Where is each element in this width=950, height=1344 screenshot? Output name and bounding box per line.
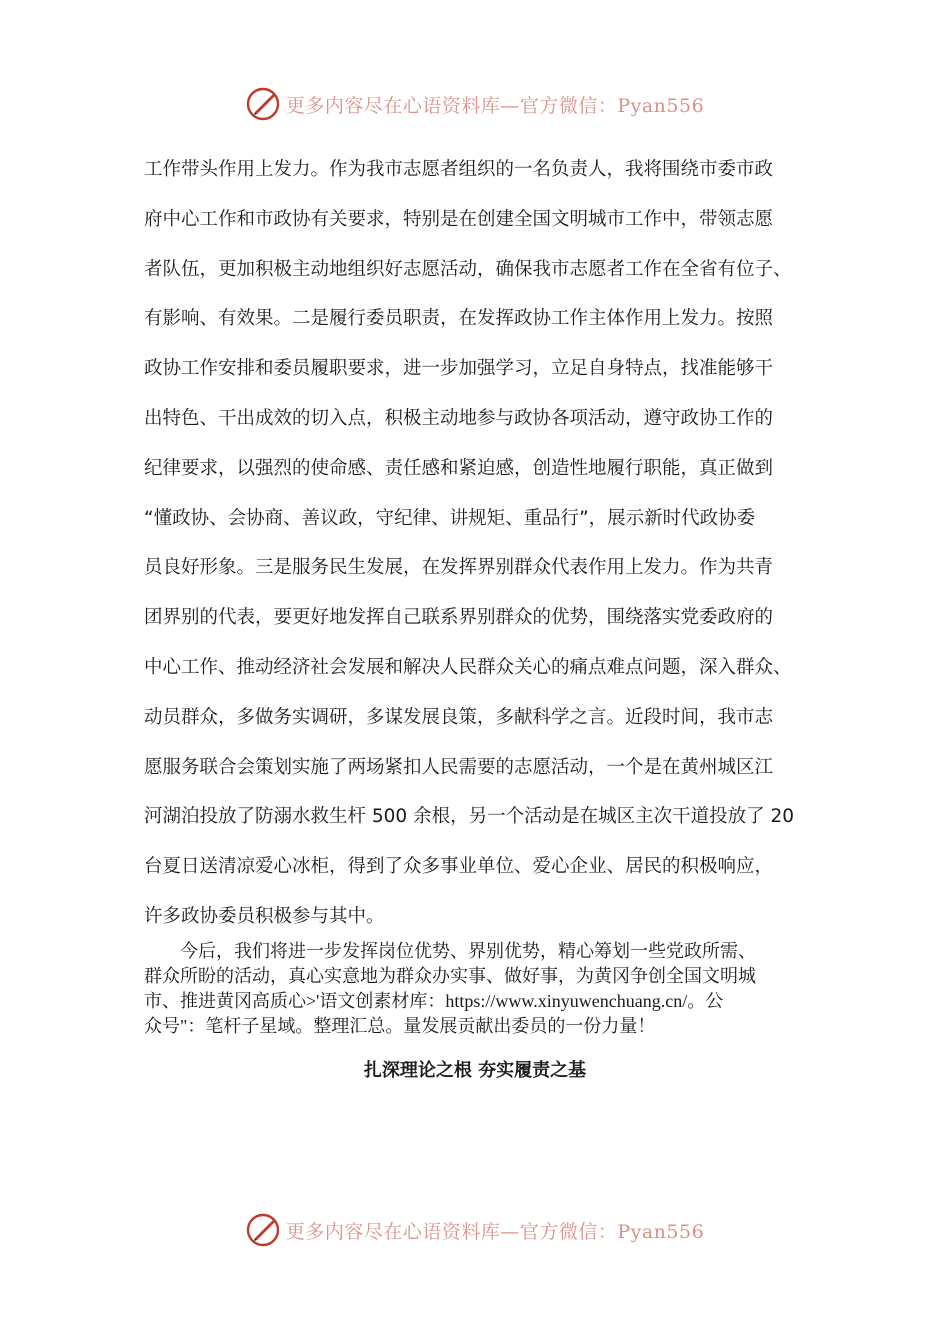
closing-paragraph (144, 939, 814, 1039)
text-line: 愿服务联合会策划实施了两场紧扣人民需要的志愿活动，一个是在黄州城区江 (144, 756, 774, 778)
text-line: 许多政协委员积极参与其中。 (144, 905, 385, 927)
text-line: 政协工作安排和委员履职要求，进一步加强学习，立足自身特点，找准能够干 (144, 358, 774, 380)
text-line: 有影响、有效果。二是履行委员职责，在发挥政协工作主体作用上发力。按照 (144, 308, 774, 330)
paragraph-line: 群众所盼的活动，真心实意地为群众办实事、做好事，为黄冈争创全国文明城 (144, 966, 756, 986)
text-line: 团界别的代表，要更好地发挥自己联系界别群众的优势，围绕落实党委政府的 (144, 607, 774, 629)
text-line: 员良好形象。三是服务民生发展，在发挥界别群众代表作用上发力。作为共青 (144, 557, 774, 579)
footer-banner[interactable] (0, 1210, 950, 1250)
quill-pen-icon (246, 87, 280, 121)
quill-pen-icon (246, 1213, 280, 1247)
text-line: “懂政协、会协商、善议政，守纪律、讲规矩、重品行”，展示新时代政协委 (144, 507, 756, 529)
text-line: 工作带头作用上发力。作为我市志愿者组织的一名负责人，我将围绕市委市政 (144, 159, 774, 180)
body-text (144, 145, 824, 942)
header-banner-text: 更多内容尽在心语资料库—官方微信：Pyan556 (285, 94, 705, 117)
text-line: 河湖泊投放了防溺水救生杆 500 余根，另一个活动是在城区主次干道投放了 20 (144, 806, 794, 828)
paragraph-line: 今后，我们将进一步发挥岗位优势、界别优势，精心筹划一些党政所需、 (144, 941, 756, 961)
footer-banner-text: 更多内容尽在心语资料库—官方微信：Pyan556 (285, 1220, 705, 1243)
text-line: 纪律要求，以强烈的使命感、责任感和紧迫感，创造性地履行职能，真正做到 (144, 457, 774, 479)
text-line: 中心工作、推动经济社会发展和解决人民群众关心的痛点难点问题，深入群众、 (144, 656, 792, 678)
text-line: 者队伍，更加积极主动地组织好志愿活动，确保我市志愿者工作在全省有位子、 (144, 258, 792, 280)
paragraph-line: 市、推进黄冈高质心>'语文创素材库：https://www.xinyuwenchuang.cn/。公 (144, 991, 724, 1011)
header-banner[interactable] (0, 84, 950, 124)
text-line: 府中心工作和市政协有关要求，特别是在创建全国文明城市工作中，带领志愿 (144, 208, 774, 230)
text-line: 出特色、干出成效的切入点，积极主动地参与政协各项活动，遵守政协工作的 (144, 407, 774, 429)
text-line: 动员群众，多做务实调研，多谋发展良策，多献科学之言。近段时间，我市志 (144, 706, 774, 728)
paragraph-line: 众号"：笔杆子星域。整理汇总。量发展贡献出委员的一份力量！ (144, 1016, 656, 1036)
text-line: 台夏日送清凉爱心冰柜，得到了众多事业单位、爱心企业、居民的积极响应， (144, 856, 774, 878)
section-subtitle: 扎深理论之根 夯实履责之基 (363, 1060, 587, 1081)
